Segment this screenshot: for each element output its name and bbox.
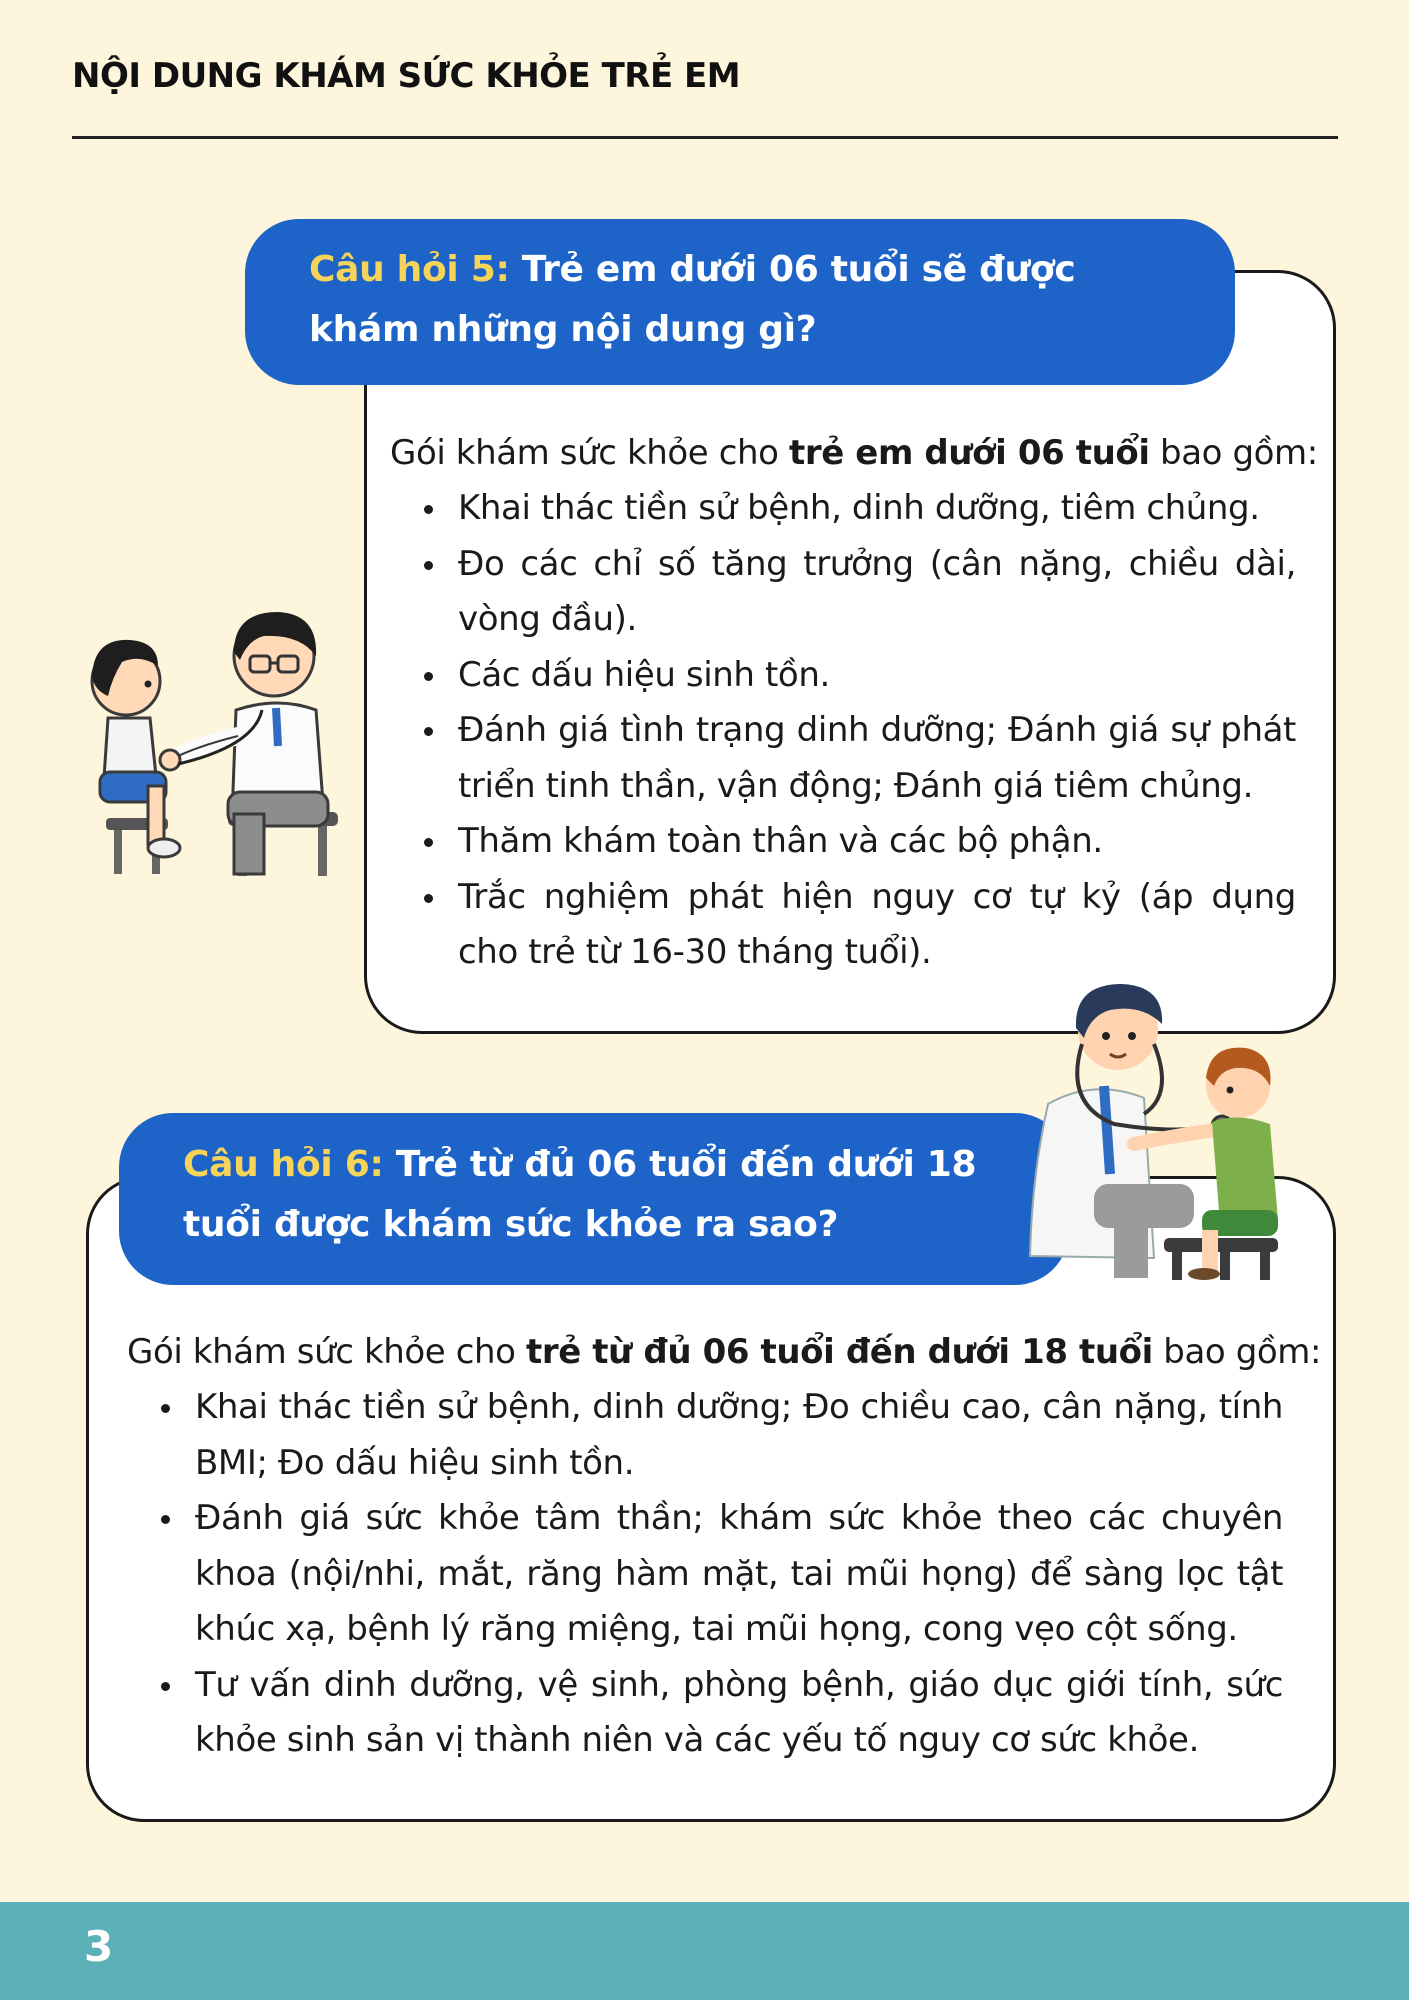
list-item: Thăm khám toàn thân và các bộ phận. — [390, 814, 1296, 870]
answer-6-intro: Gói khám sức khỏe cho trẻ từ đủ 06 tuổi đến dưới 18 tuổi bao gồm: — [127, 1332, 1322, 1372]
question-6-banner — [119, 1113, 1069, 1285]
list-item: Đo các chỉ số tăng trưởng (cân nặng, chiều dài, vòng đầu). — [390, 537, 1296, 648]
footer-band — [0, 1902, 1409, 2000]
answer-6-intro-emphasis: trẻ từ đủ 06 tuổi đến dưới 18 tuổi — [525, 1332, 1153, 1372]
title-divider — [72, 136, 1338, 139]
question-5-text: Trẻ em dưới 06 tuổi sẽ được khám những nội dung gì? — [309, 249, 1076, 350]
answer-6-list — [127, 1380, 1283, 1769]
page-title: NỘI DUNG KHÁM SỨC KHỎE TRẺ EM — [72, 56, 741, 96]
answer-5-list — [390, 481, 1296, 981]
doctor-with-stethoscope-child-icon — [1024, 974, 1304, 1284]
list-item: Tư vấn dinh dưỡng, vệ sinh, phòng bệnh, giáo dục giới tính, sức khỏe sinh sản vị thành niên và các yếu tố nguy cơ sức khỏe. — [127, 1658, 1283, 1769]
question-5-banner — [245, 219, 1235, 385]
answer-5-intro: Gói khám sức khỏe cho trẻ em dưới 06 tuổi bao gồm: — [390, 433, 1318, 473]
list-item: Đánh giá tình trạng dinh dưỡng; Đánh giá sự phát triển tinh thần, vận động; Đánh giá tiêm chủng. — [390, 703, 1296, 814]
answer-5-intro-emphasis: trẻ em dưới 06 tuổi — [788, 433, 1150, 473]
question-6-number: Câu hỏi 6: — [183, 1144, 384, 1185]
list-item: Đánh giá sức khỏe tâm thần; khám sức khỏe theo các chuyên khoa (nội/nhi, mắt, răng hàm mặt, tai mũi họng) để sàng lọc tật khúc xạ, bệnh lý răng miệng, tai mũi họng, cong vẹo cột sống. — [127, 1491, 1283, 1658]
list-item: Khai thác tiền sử bệnh, dinh dưỡng, tiêm chủng. — [390, 481, 1296, 537]
question-6-text: Trẻ từ đủ 06 tuổi đến dưới 18 tuổi được khám sức khỏe ra sao? — [183, 1144, 977, 1245]
list-item: Trắc nghiệm phát hiện nguy cơ tự kỷ (áp dụng cho trẻ từ 16-30 tháng tuổi). — [390, 870, 1296, 981]
list-item: Khai thác tiền sử bệnh, dinh dưỡng; Đo chiều cao, cân nặng, tính BMI; Đo dấu hiệu sinh tồn. — [127, 1380, 1283, 1491]
list-item: Các dấu hiệu sinh tồn. — [390, 648, 1296, 704]
doctor-examining-child-icon — [78, 586, 348, 886]
question-5-number: Câu hỏi 5: — [309, 249, 510, 290]
page-number: 3 — [84, 1922, 114, 1971]
